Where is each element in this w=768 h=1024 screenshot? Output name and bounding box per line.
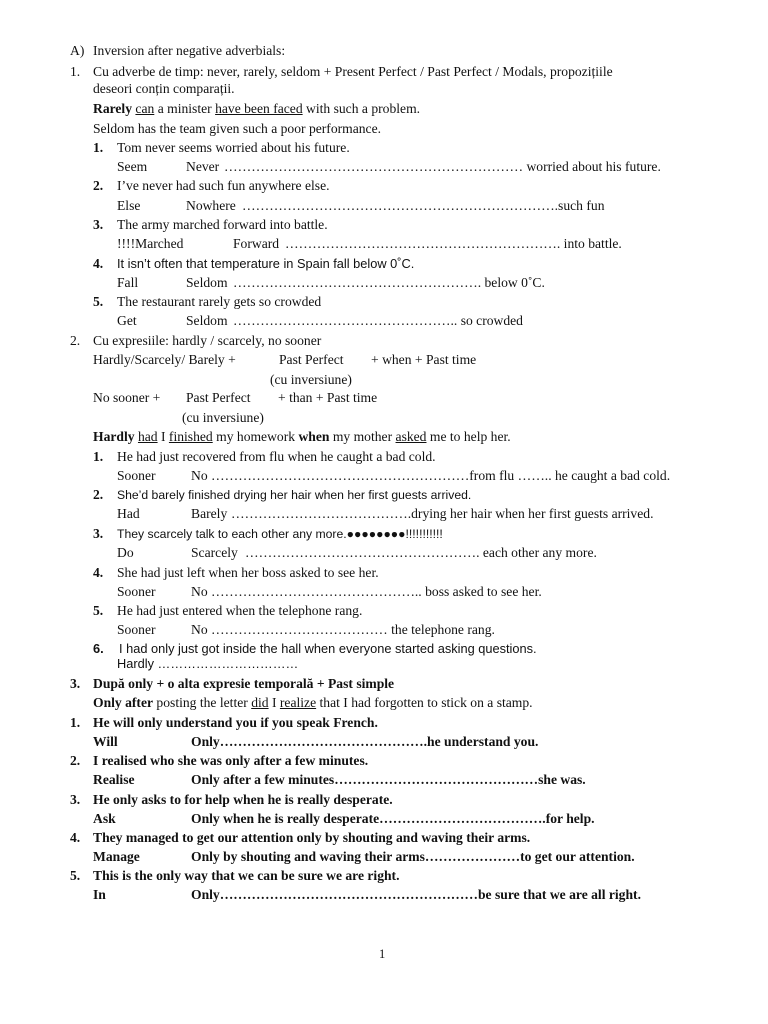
exercise-answer-line: Only after a few minutes………………………………………she was. — [191, 772, 586, 787]
exercise-sentence: He will only understand you if you speak French. — [93, 715, 378, 730]
exercise-answer-line: Hardly …………………………… — [117, 656, 299, 671]
exercise-keyword: Do — [117, 545, 134, 560]
exercise-sentence: They scarcely talk to each other any more.●●●●●●●●!!!!!!!!!!! — [117, 527, 443, 541]
exercise-number: 4. — [70, 830, 81, 845]
exercise-keyword: Ask — [93, 811, 116, 826]
exercise-number: 3. — [93, 526, 104, 541]
formula-2-tense: Past Perfect — [186, 390, 251, 405]
exercise-answer-line: Only when he is really desperate……………………………….for help. — [191, 811, 595, 826]
section-1-rule-line1: Cu adverbe de timp: never, rarely, seldom + Present Perfect / Past Perfect / Modals, propozițiile — [93, 64, 613, 79]
section-2-number: 2. — [70, 333, 81, 348]
exercise-number: 5. — [93, 294, 104, 309]
exercise-number: 5. — [93, 603, 104, 618]
exercise-number: 4. — [93, 565, 104, 580]
exercise-answer-line: ……………………………………………. each other any more. — [245, 545, 597, 560]
formula-1-subject: Hardly/Scarcely/ Barely + — [93, 352, 236, 367]
section-1-number: 1. — [70, 64, 81, 79]
exercise-keyword: Sooner — [117, 622, 156, 637]
exercise-keyword: Sooner — [117, 468, 156, 483]
exercise-sentence: The restaurant rarely gets so crowded — [117, 294, 322, 309]
section-2-example: Hardly had I finished my homework when my mother asked me to help her. — [93, 429, 511, 444]
exercise-start: Forward — [233, 236, 280, 251]
exercise-answer-line: …………………………………………………………….such fun — [242, 198, 605, 213]
heading-a-letter: A) — [70, 43, 85, 58]
exercise-start: Scarcely — [191, 545, 238, 560]
exercise-start: No — [191, 468, 208, 483]
exercise-sentence: I realised who she was only after a few minutes. — [93, 753, 369, 768]
exercise-sentence: It isn’t often that temperature in Spain fall below 0˚C. — [117, 256, 415, 271]
exercise-number: 1. — [70, 715, 81, 730]
formula-2-result: + than + Past time — [278, 390, 378, 405]
exercise-answer-line: ………………………………… the telephone rang. — [211, 622, 495, 637]
exercise-sentence: I had only just got inside the hall when everyone started asking questions. — [119, 641, 537, 656]
exercise-keyword: Had — [117, 506, 140, 521]
section-3-title: După only + o alta expresie temporală + Past simple — [93, 676, 395, 691]
exercise-sentence: He had just recovered from flu when he caught a bad cold. — [117, 449, 436, 464]
exercise-sentence: I’ve never had such fun anywhere else. — [117, 178, 330, 193]
formula-1-tense: Past Perfect — [279, 352, 344, 367]
formula-2-note: (cu inversiune) — [182, 410, 264, 425]
page-number: 1 — [379, 947, 386, 961]
exercise-number: 2. — [70, 753, 81, 768]
exercise-number: 5. — [70, 868, 81, 883]
exercise-keyword: Will — [93, 734, 118, 749]
section-1-example-1: Rarely can a minister have been faced with such a problem. — [93, 101, 421, 116]
exercise-keyword: !!!!Marched — [117, 236, 184, 251]
section-2-title: Cu expresiile: hardly / scarcely, no sooner — [93, 333, 322, 348]
exercise-answer-line: ……………………………………………………. into battle. — [285, 236, 622, 251]
exercise-start: Never — [186, 159, 220, 174]
exercise-start: Barely — [191, 506, 228, 521]
exercise-answer-line: Only……………………………………….he understand you. — [191, 734, 539, 749]
exercise-start: Nowhere — [186, 198, 236, 213]
exercise-keyword: Seem — [117, 159, 148, 174]
formula-1-result: + when + Past time — [371, 352, 477, 367]
exercise-sentence: Tom never seems worried about his future. — [117, 140, 350, 155]
exercise-answer-line: ……………………………………….. boss asked to see her. — [211, 584, 542, 599]
exercise-number: 1. — [93, 449, 104, 464]
exercise-answer-line: Only…………………………………………………be sure that we are all right. — [191, 887, 641, 902]
formula-2-subject: No sooner + — [93, 390, 161, 405]
exercise-number: 3. — [93, 217, 104, 232]
exercise-number: 4. — [93, 256, 104, 271]
exercise-sentence: They managed to get our attention only by shouting and waving their arms. — [93, 830, 531, 845]
exercise-keyword: Sooner — [117, 584, 156, 599]
exercise-answer-line: ………………………………….drying her hair when her first guests arrived. — [231, 506, 654, 521]
exercise-start: Seldom — [186, 275, 228, 290]
exercise-sentence: He only asks to for help when he is really desperate. — [93, 792, 393, 807]
section-1-rule-line2: deseori conțin comparații. — [93, 81, 235, 96]
formula-1-note: (cu inversiune) — [270, 372, 352, 387]
exercise-number: 2. — [93, 487, 104, 502]
exercise-keyword: Get — [117, 313, 137, 328]
exercise-answer-line: ………………………………………….. so crowded — [233, 313, 523, 328]
section-1-example-2: Seldom has the team given such a poor performance. — [93, 121, 382, 136]
exercise-sentence: This is the only way that we can be sure we are right. — [93, 868, 400, 883]
exercise-sentence: She’d barely finished drying her hair when her first guests arrived. — [117, 488, 472, 502]
section-a-title: Inversion after negative adverbials: — [93, 43, 286, 58]
exercise-answer-line: ………………………………………………. below 0˚C. — [233, 275, 545, 290]
exercise-answer-line: ………………………………………………………… worried about his future. — [224, 159, 661, 174]
exercise-answer-line: …………………………………………………from flu …….. he caught a bad cold. — [211, 468, 671, 483]
exercise-keyword: Manage — [93, 849, 140, 864]
exercise-sentence: The army marched forward into battle. — [117, 217, 328, 232]
exercise-start: No — [191, 622, 208, 637]
section-3-number: 3. — [70, 676, 81, 691]
exercise-keyword: In — [93, 887, 106, 902]
exercise-keyword: Realise — [93, 772, 135, 787]
exercise-answer-line: Only by shouting and waving their arms…………………to get our attention. — [191, 849, 635, 864]
exercise-number: 1. — [93, 140, 104, 155]
exercise-number: 2. — [93, 178, 104, 193]
section-3-example: Only after posting the letter did I realize that I had forgotten to stick on a stamp. — [93, 695, 533, 710]
exercise-keyword: Else — [117, 198, 141, 213]
exercise-number: 6. — [93, 641, 104, 656]
exercise-start: No — [191, 584, 208, 599]
exercise-sentence: He had just entered when the telephone rang. — [117, 603, 363, 618]
exercise-sentence: She had just left when her boss asked to see her. — [117, 565, 379, 580]
exercise-number: 3. — [70, 792, 81, 807]
exercise-start: Seldom — [186, 313, 228, 328]
exercise-keyword: Fall — [117, 275, 139, 290]
